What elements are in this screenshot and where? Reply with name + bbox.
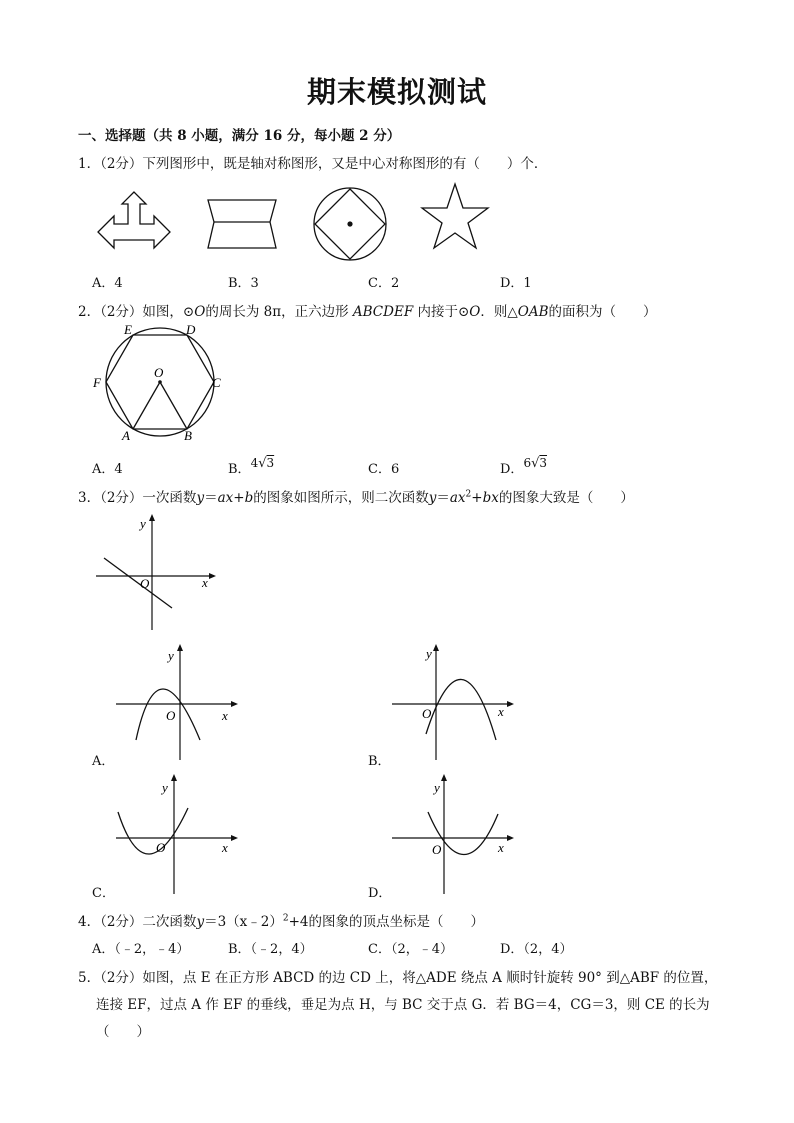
- q1-star-figure: [420, 182, 490, 252]
- axis-y-label: y: [434, 780, 440, 795]
- origin-label: O: [422, 706, 432, 721]
- q3-graph-d: [388, 772, 518, 896]
- axis-y-label: y: [168, 648, 174, 663]
- axis-x-label: x: [222, 708, 228, 723]
- axis-y-label: y: [426, 646, 432, 661]
- label-c: C: [212, 375, 221, 390]
- page-title: 期末模拟测试: [306, 75, 487, 109]
- question-1-stem: 1．（2分）下列图形中，既是轴对称图形，又是中心对称图形的有（ ）个．: [78, 156, 548, 172]
- question-5-line-3: （ ）: [96, 1024, 150, 1040]
- question-5-line-1: 5．（2分）如图，点 E 在正方形 ABCD 的边 CD 上，将△ADE 绕点 A 顺时针旋转 90° 到△ABF 的位置，: [78, 970, 718, 986]
- label-a: A: [122, 428, 130, 443]
- section-heading: 一、选择题（共 8 小题，满分 16 分，每小题 2 分）: [78, 128, 401, 144]
- q1-circle-square-figure: [312, 186, 388, 262]
- q2-option-d[interactable]: D．6√3: [500, 456, 548, 477]
- q4-option-b[interactable]: B．（﹣2，4）: [228, 942, 313, 957]
- q3-option-c[interactable]: C．: [92, 886, 115, 901]
- question-3-stem: 3．（2分）一次函数y＝ax+b的图象如图所示，则二次函数$y=ax^2+bx$的图象大致是（ ）: [78, 489, 634, 506]
- label-b: B: [184, 428, 192, 443]
- q3-option-d[interactable]: D．: [368, 886, 392, 901]
- origin-label: O: [156, 840, 166, 855]
- label-o: O: [154, 365, 164, 380]
- q3-graph-a: [112, 642, 242, 762]
- label-e: E: [124, 322, 132, 337]
- axis-x-label: x: [498, 704, 504, 719]
- q3-option-a[interactable]: A．: [92, 754, 115, 769]
- q1-arrow-figure: [96, 190, 172, 252]
- origin-label: O: [432, 842, 442, 857]
- q4-option-d[interactable]: D．（2，4）: [500, 942, 573, 957]
- q1-option-d[interactable]: D．1: [500, 276, 532, 291]
- q3-graph-c: [112, 772, 242, 896]
- origin-label: O: [166, 708, 176, 723]
- q4-option-a[interactable]: A．（﹣2，﹣4）: [92, 942, 190, 957]
- question-2-stem: 2．（2分）如图，⊙O的周长为 8π，正六边形 ABCDEF 内接于⊙O．则△OAB的面积为（ ）: [78, 304, 657, 320]
- axis-y-label: y: [140, 516, 146, 531]
- q2-option-b[interactable]: B．4√3: [228, 456, 275, 477]
- q4-option-c[interactable]: C．（2，﹣4）: [368, 942, 453, 957]
- q1-option-c[interactable]: C．2: [368, 276, 400, 291]
- q2-hexagon-figure: [90, 322, 230, 446]
- axis-x-label: x: [222, 840, 228, 855]
- label-d: D: [186, 322, 196, 337]
- axis-y-label: y: [162, 780, 168, 795]
- q3-option-b[interactable]: B．: [368, 754, 391, 769]
- question-5-line-2: 连接 EF，过点 A 作 EF 的垂线，垂足为点 H，与 BC 交于点 G．若 BG＝4，CG＝3，则 CE 的长为: [96, 997, 710, 1013]
- axis-x-label: x: [202, 575, 208, 590]
- q2-option-c[interactable]: C．6: [368, 462, 400, 477]
- question-4-stem: 4．（2分）二次函数y＝3（x﹣2）$^2$+4的图象的顶点坐标是（ ）: [78, 913, 485, 930]
- axis-x-label: x: [498, 840, 504, 855]
- q2-option-a[interactable]: A．4: [92, 462, 123, 477]
- q3-line-graph: [90, 512, 220, 632]
- q1-option-b[interactable]: B．3: [228, 276, 259, 291]
- origin-label: O: [140, 576, 150, 591]
- q1-trapezoid-figure: [206, 198, 278, 250]
- q3-graph-b: [388, 642, 518, 762]
- label-f: F: [93, 375, 101, 390]
- q1-option-a[interactable]: A．4: [92, 276, 123, 291]
